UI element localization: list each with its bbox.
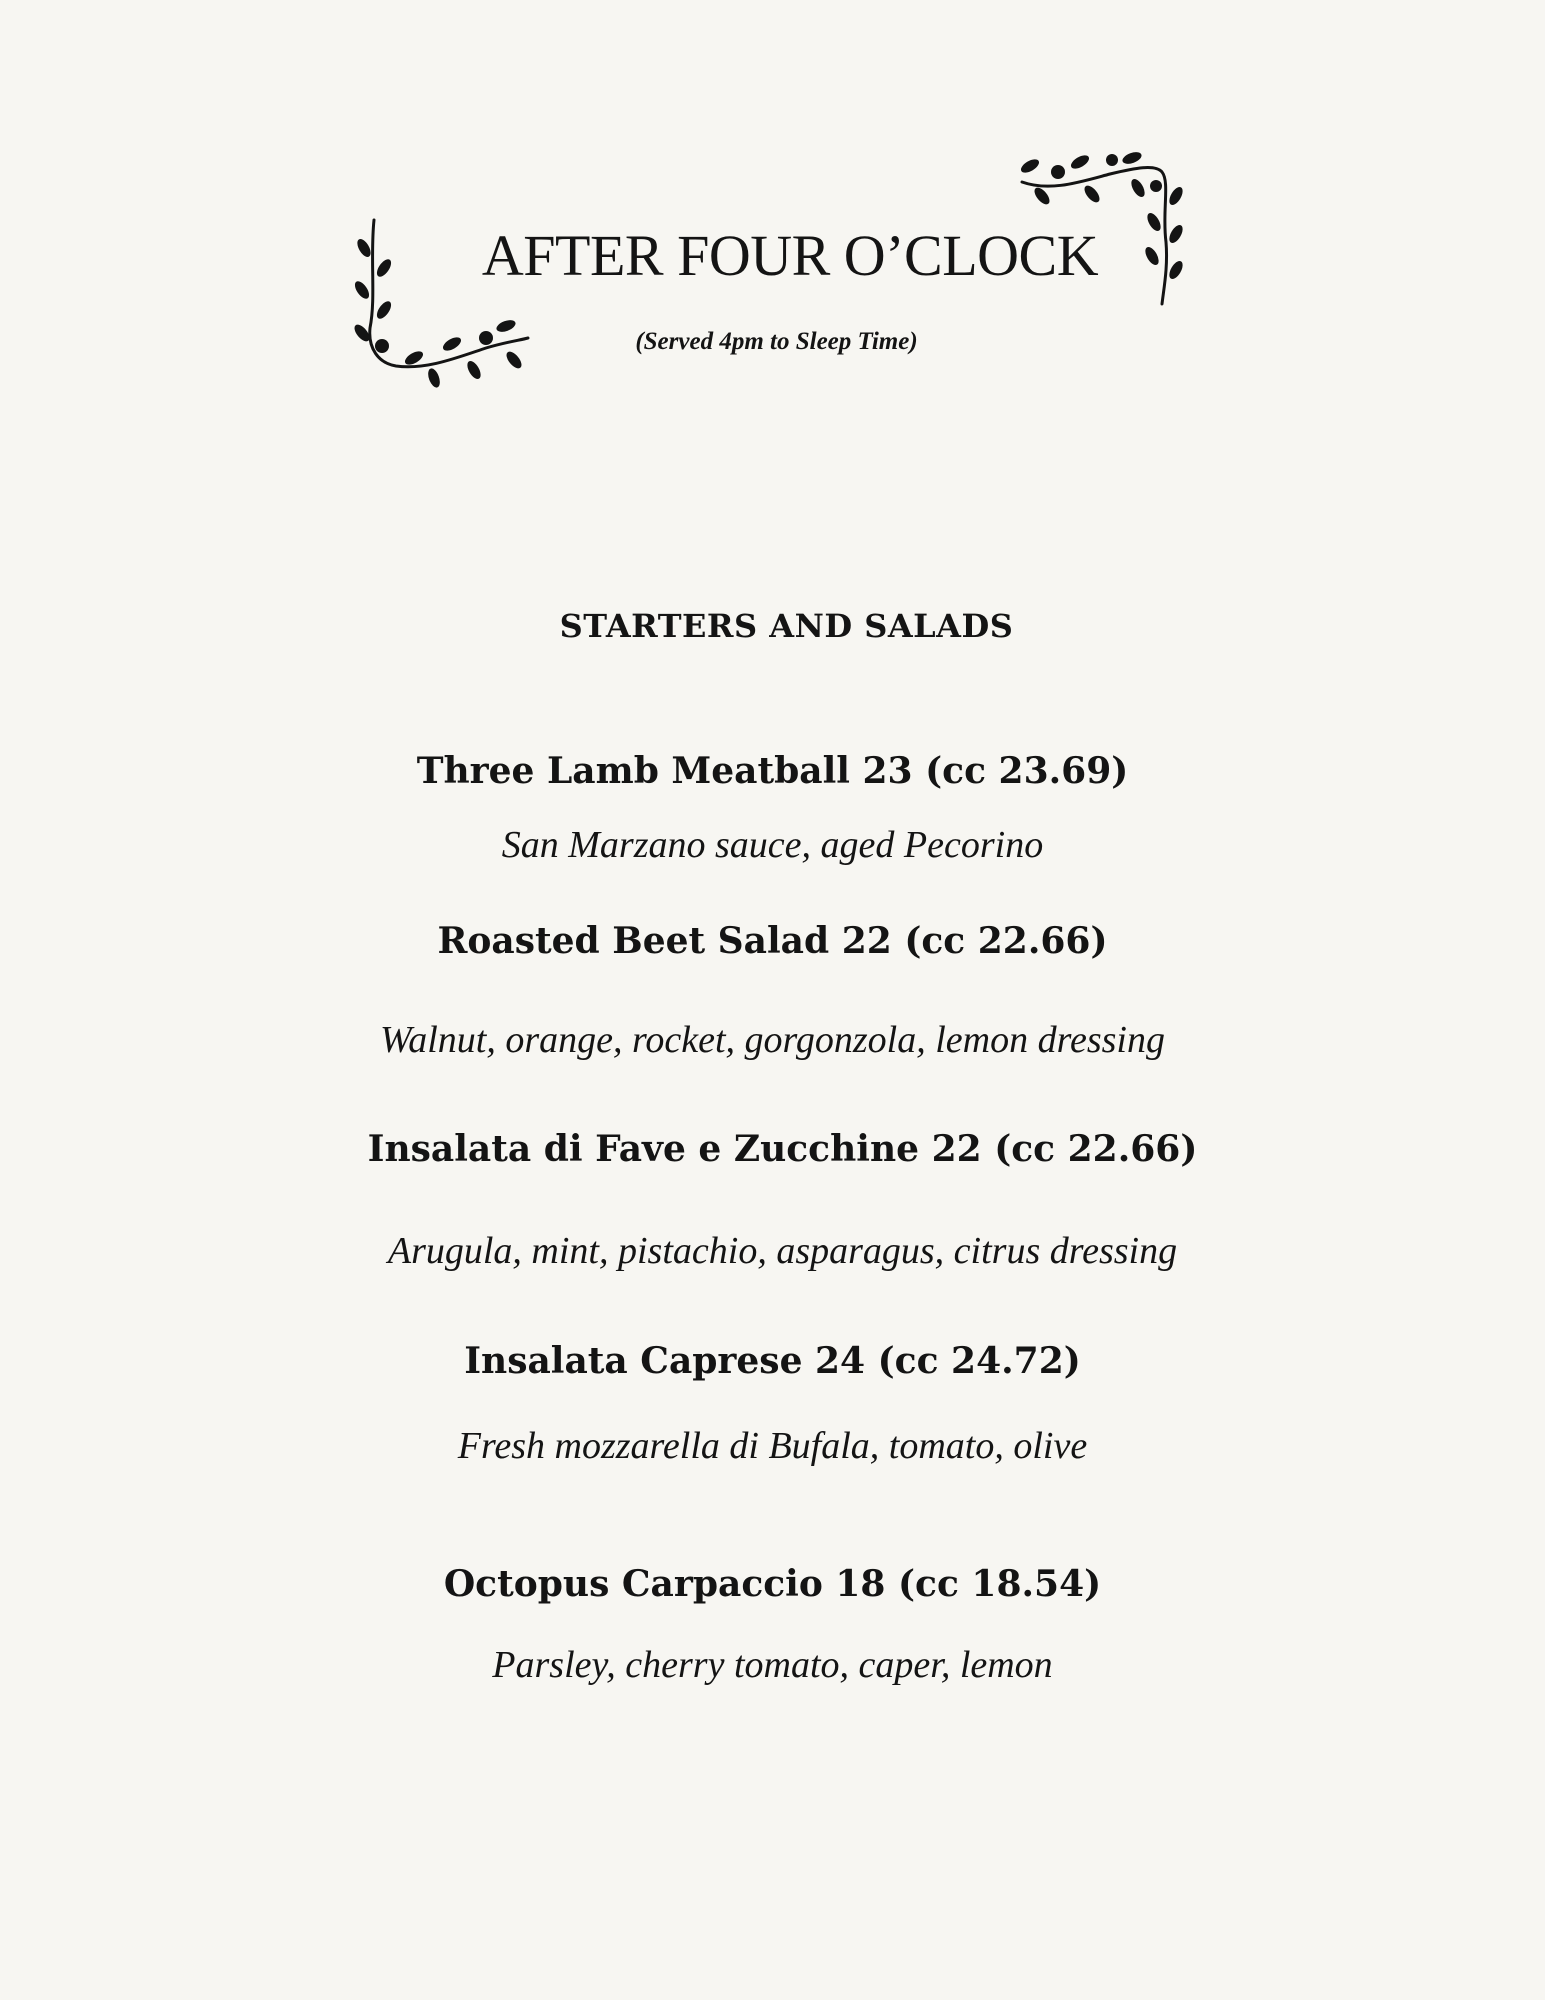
menu-item-description: Arugula, mint, pistachio, asparagus, citrus dressing (387, 1230, 1178, 1272)
menu-subtitle: (Served 4pm to Sleep Time) (635, 328, 918, 355)
menu-item-name: Insalata di Fave e Zucchine 22 (cc 22.66) (367, 1128, 1198, 1170)
menu-item-name: Octopus Carpaccio 18 (cc 18.54) (443, 1563, 1102, 1605)
menu-item-description: Parsley, cherry tomato, caper, lemon (492, 1644, 1053, 1686)
menu-title: AFTER FOUR O’CLOCK (481, 223, 1099, 288)
menu-item-name: Roasted Beet Salad 22 (cc 22.66) (437, 920, 1108, 962)
menu-item-description: Walnut, orange, rocket, gorgonzola, lemon dressing (380, 1019, 1165, 1061)
menu-item-description: Fresh mozzarella di Bufala, tomato, olive (457, 1425, 1088, 1467)
menu-item-description: San Marzano sauce, aged Pecorino (501, 824, 1044, 866)
menu-item-name: Insalata Caprese 24 (cc 24.72) (464, 1340, 1081, 1382)
section-heading: STARTERS AND SALADS (559, 607, 1014, 645)
menu-item-name: Three Lamb Meatball 23 (cc 23.69) (416, 750, 1129, 792)
